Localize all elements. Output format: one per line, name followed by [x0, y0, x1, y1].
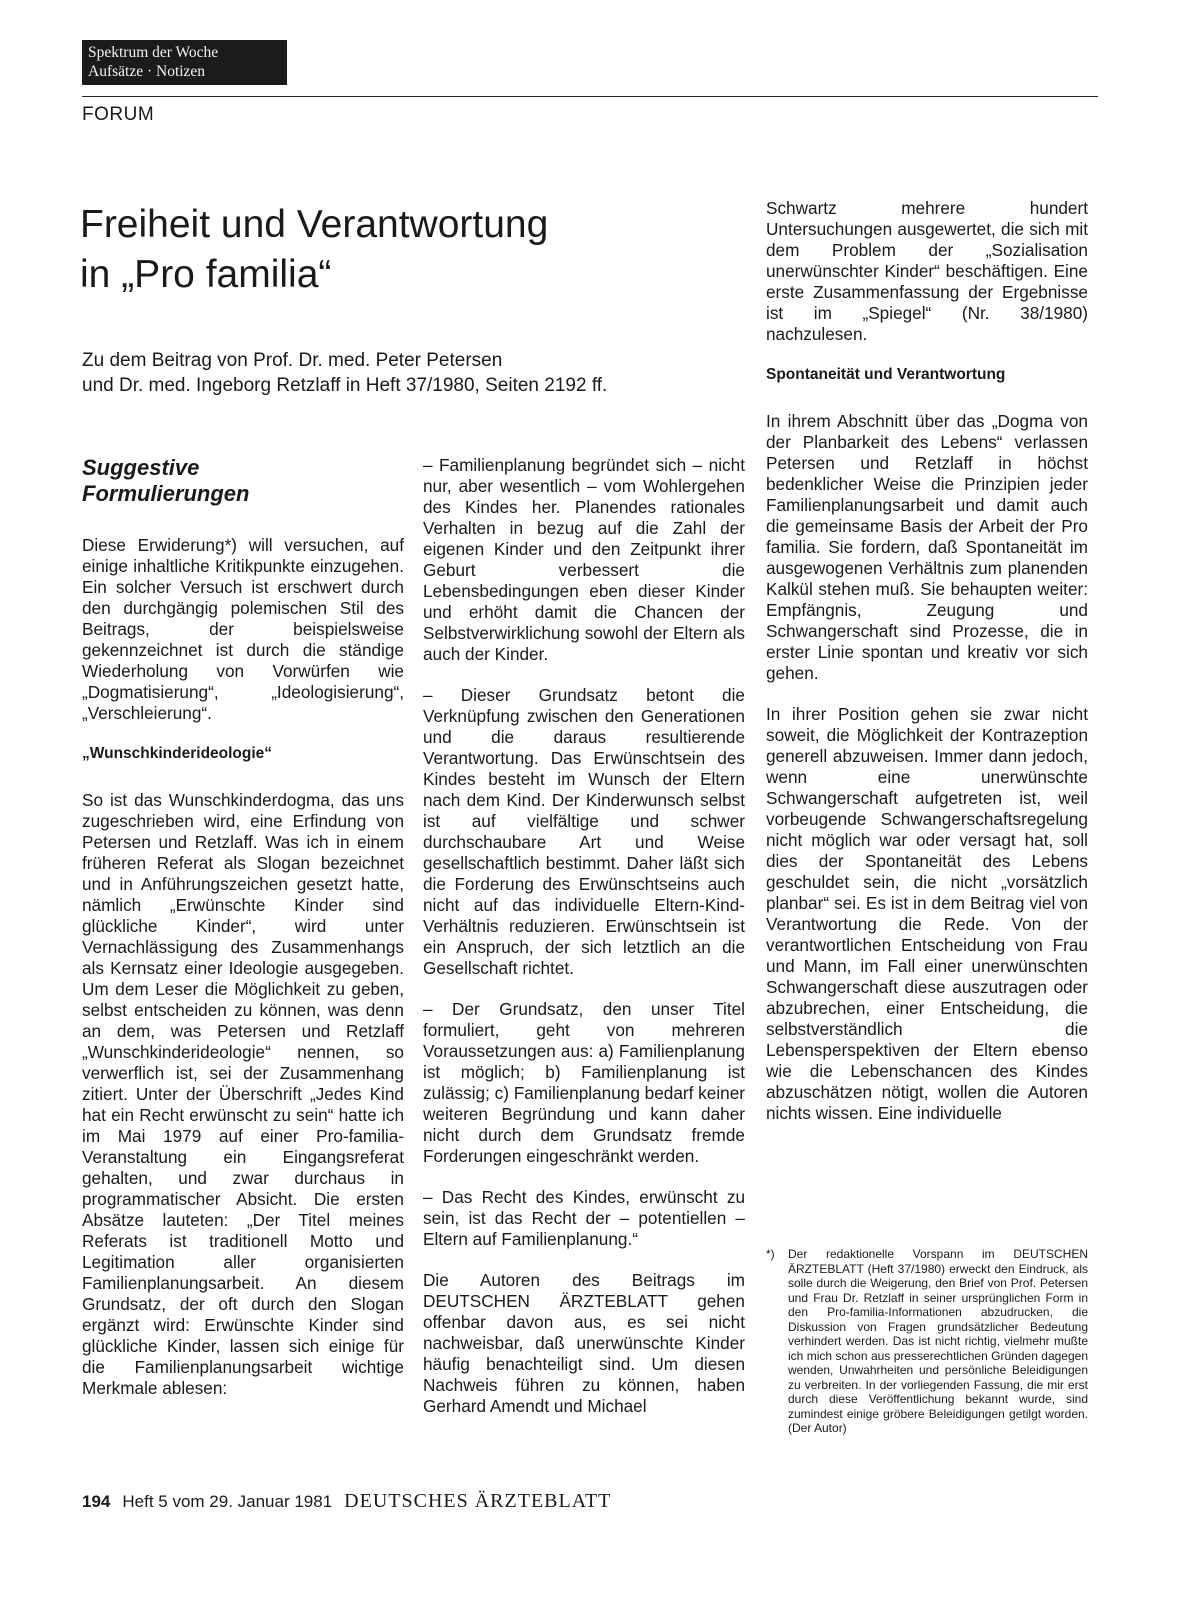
column-1	[82, 455, 404, 1419]
paragraph: Schwartz mehrere hundert Untersuchungen ausgewertet, die sich mit dem Problem der „Sozialisation unerwünschter Kinder“ beschäftigen. Eine erste Zusammenfassung der Ergebnisse ist im „Spiegel“ (Nr. 38/1980) nachzulesen.	[766, 198, 1088, 344]
issue-info: Heft 5 vom 29. Januar 1981	[122, 1492, 333, 1511]
page-number: 194	[82, 1492, 111, 1511]
article-subtitle	[82, 348, 722, 398]
badge-line-2: Aufsätze · Notizen	[88, 63, 206, 80]
page-footer	[82, 1490, 611, 1513]
subheading: Spontaneität und Verantwortung	[766, 366, 1006, 383]
section-label: FORUM	[82, 104, 155, 125]
paragraph: Diese Erwiderung*) will versuchen, auf einige inhaltliche Kritikpunkte einzugehen. Ein solcher Versuch ist erschwert durch den durchgängig polemischen Stil des Beitrags, der beispielsweise gekennzeichnet ist durch die ständige Wiederholung von Vorwürfen wie „Dogmatisierung“, „Ideologisierung“, „Verschleierung“.	[82, 535, 404, 723]
heading-line-2: Formulierungen	[82, 481, 250, 506]
paragraph: In ihrem Abschnitt über das „Dogma von der Planbarkeit des Lebens“ verlassen Petersen und Retzlaff in höchst bedenklicher Weise die Prinzipien jeder Familienplanungsarbeit und damit auch die gemeinsame Basis der Arbeit der Pro familia. Sie fordern, daß Spontaneität im ausgewogenen Verhältnis zum planenden Kalkül stehen muß. Sie behaupten weiter: Empfängnis, Zeugung und Schwangerschaft sind Prozesse, die in erster Linie spontan und kreativ vor sich gehen.	[766, 411, 1088, 683]
paragraph: – Familienplanung begründet sich – nicht nur, aber wesentlich – vom Wohlergehen des Kindes her. Planendes rationales Verhalten in bezug auf die Zahl der eigenen Kinder und den Zeitpunkt ihrer Geburt verbessert die Lebensbedingungen eben dieser Kinder und erhöht damit die Chancen der Selbstverwirklichung sowohl der Eltern als auch der Kinder.	[423, 455, 745, 664]
footnote-text: Der redaktionelle Vorspann im DEUTSCHEN ÄRZTEBLATT (Heft 37/1980) erweckt den Eindruck, als solle durch die Weigerung, den Brief von Prof. Petersen und Frau Dr. Retzlaff in seiner ursprünglichen Form in den Pro-familia-Informationen abzudrucken, die Diskussion von Fragen grundsätzlicher Bedeutung verhindert werden. Das ist nicht richtig, vielmehr mußte ich mich schon aus presserechtlichen Gründen dagegen wenden, Unwahrheiten und persönliche Beleidigungen zu verbreiten. In der vorliegenden Fassung, die mir erst durch diese Veröffentlichung bekannt wurde, sind zumindest einige gröbere Beleidigungen getilgt worden. (Der Autor)	[788, 1247, 1088, 1435]
footnote-mark: *)	[766, 1247, 775, 1261]
column-2	[423, 455, 745, 1437]
article-title	[80, 200, 700, 300]
paragraph: – Dieser Grundsatz betont die Verknüpfung zwischen den Generationen und die daraus resultierende Verantwortung. Das Erwünschtsein des Kindes besteht im Wunsch der Eltern nach dem Kind. Der Kinderwunsch selbst ist auf vielfältige und schwer durchschaubare Art und Weise gesellschaftlich bestimmt. Daher läßt sich die Forderung des Erwünschtseins auch nicht auf das individuelle Eltern-Kind-Verhältnis reduzieren. Erwünschtsein ist ein Anspruch, der sich letztlich an die Gesellschaft richtet.	[423, 685, 745, 978]
heading-line-1: Suggestive	[82, 455, 200, 480]
header-rule	[82, 96, 1098, 97]
journal-name: DEUTSCHES ÄRZTEBLATT	[344, 1490, 612, 1512]
paragraph: – Das Recht des Kindes, erwünscht zu sein, ist das Recht der – potentiellen – Eltern auf Familienplanung.“	[423, 1187, 745, 1249]
title-line-2: in „Pro familia“	[80, 253, 332, 296]
subheading: „Wunschkinderideologie“	[82, 745, 273, 762]
footnote	[766, 1247, 1088, 1436]
paragraph: Die Autoren des Beitrags im DEUTSCHEN ÄRZTEBLATT gehen offenbar davon aus, es sei nicht nachweisbar, daß unerwünschte Kinder häufig benachteiligt sind. Um diesen Nachweis führen zu können, haben Gerhard Amendt und Michael	[423, 1270, 745, 1416]
section-badge	[82, 40, 287, 85]
subtitle-line-1: Zu dem Beitrag von Prof. Dr. med. Peter Petersen	[82, 350, 503, 371]
paragraph: So ist das Wunschkinderdogma, das uns zugeschrieben wird, eine Erfindung von Petersen und Retzlaff. Was ich in einem früheren Referat als Slogan bezeichnet und in Anführungszeichen gesetzt hatte, nämlich „Erwünschte Kinder sind glückliche Kinder“, wird unter Vernachlässigung des Zusammenhangs als Kernsatz einer Ideologie ausgegeben. Um dem Leser die Möglichkeit zu geben, selbst entscheiden zu können, was denn an dem, was Petersen und Retzlaff „Wunschkinderideologie“ nennen, so verwerflich ist, sei der Zusammenhang zitiert. Unter der Überschrift „Jedes Kind hat ein Recht erwünscht zu sein“ hatte ich im Mai 1979 auf einer Pro-familia-Veranstaltung ein Eingangsreferat gehalten, und zwar durchaus in programmatischer Absicht. Die ersten Absätze lauteten: „Der Titel meines Referats ist traditionell Motto und Legitimation aller organisierten Familienplanungsarbeit. An diesem Grundsatz, der oft durch den Slogan ergänzt wird: Erwünschte Kinder sind glückliche Kinder, lassen sich einige für die Familienplanungsarbeit wichtige Merkmale ablesen:	[82, 790, 404, 1398]
subtitle-line-2: und Dr. med. Ingeborg Retzlaff in Heft 37/1980, Seiten 2192 ff.	[82, 375, 608, 396]
badge-line-1: Spektrum der Woche	[88, 44, 219, 61]
column-3	[766, 198, 1088, 1144]
column-heading	[82, 455, 404, 507]
title-line-1: Freiheit und Verantwortung	[80, 203, 549, 246]
paragraph: – Der Grundsatz, den unser Titel formuliert, geht von mehreren Voraussetzungen aus: a) Familienplanung ist möglich; b) Familienplanung ist zulässig; c) Familienplanung bedarf keiner weiteren Begründung und kann daher nicht durch dem Grundsatz fremde Forderungen eingeschränkt werden.	[423, 999, 745, 1166]
paragraph: In ihrer Position gehen sie zwar nicht soweit, die Möglichkeit der Kontrazeption generell abzuweisen. Immer dann jedoch, wenn eine unerwünschte Schwangerschaft aufgetreten ist, weil vorbeugende Schwangerschaftsregelung nicht möglich war oder versagt hat, soll dies der Spontaneität des Lebens geschuldet sein, die nicht „vorsätzlich planbar“ sei. Es ist in dem Beitrag viel von Verantwortung die Rede. Von der verantwortlichen Entscheidung von Frau und Mann, im Fall einer unerwünschten Schwangerschaft diese auszutragen oder abzubrechen, einer Entscheidung, die selbstverständlich die Lebensperspektiven der Eltern ebenso wie die Lebenschancen des Kindes abzuschätzen nötigt, wollen die Autoren nichts wissen. Eine individuelle	[766, 704, 1088, 1123]
